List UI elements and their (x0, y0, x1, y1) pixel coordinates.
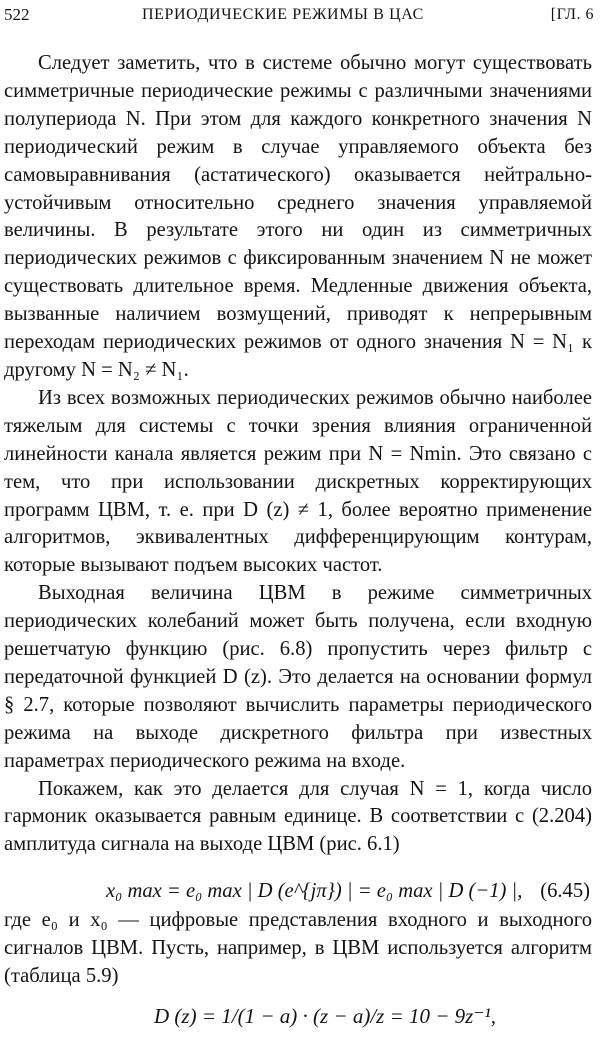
paragraph-2: Из всех возможных периодических режимов обычно наиболее тяжелым для системы с точки зрения влияния ограниченной линейности канала является режим при N = Nmin. Это связано с тем, что при использовании дискретных корректирующих программ ЦВМ, т. е. при D (z) ≠ 1, более вероятно применение алгоритмов, эквивалентных дифференцирующим контурам, которые вызывают подъем высоких частот. (4, 386, 592, 577)
paragraph-1: Следует заметить, что в системе обычно могут существовать симметричные периодические режимы с различными значениями полупериода N. При этом для каждого конкретного значения N периодический режим в случае управляемого объекта без самовыравнивания (астатического) оказывается нейтрально-устойчивым относительно среднего значения управляемой величины. В результате этого ни один из симметричных периодических режимов с фиксированным значением N не может существовать длительное время. Медленные движения объекта, вызванные наличием возмущений, приводят к непрерывным переходам периодических режимов от одного значения N = N₁ к другому N = N₂ ≠ N₁. (4, 52, 592, 381)
page-number: 522 (4, 5, 30, 24)
equation-6-45-expression: x₀ max = e₀ max | D (e^{jπ}) | = e₀ max | D (−1) |, (106, 880, 523, 903)
equation-algorithm-expression: D (z) = 1/(1 − a) · (z − a)/z = 10 − 9z⁻¹, (154, 1004, 496, 1028)
paragraph-4: Покажем, как это делается для случая N = 1, когда число гармоник оказывается равным единице. В соответствии с (2.204) амплитуда сигнала на выходе ЦВМ (рис. 6.1) (4, 777, 592, 856)
equation-algorithm (4, 991, 592, 1049)
chapter-label: [ГЛ. 6 (550, 6, 594, 23)
page-body (4, 50, 592, 1049)
paragraph-3: Выходная величина ЦВМ в режиме симметричных периодических колебаний может быть получена, если входную решетчатую функцию (рис. 6.8) пропустить через фильтр с передаточной функцией D (z). Это делается на основании формул § 2.7, которые позволяют вычислить параметры периодического режима на выходе дискретного фильтра при известных параметрах периодического режима на входе. (4, 582, 592, 772)
running-title: ПЕРИОДИЧЕСКИЕ РЕЖИМЫ В ЦАС (142, 6, 424, 23)
running-header (0, 0, 600, 30)
paragraph-5: где e₀ и x₀ — цифровые представления входного и выходного сигналов ЦВМ. Пусть, например, в ЦВМ используется алгоритм (таблица 5.9) (4, 909, 592, 988)
equation-number: (6.45) (540, 880, 590, 903)
equation-6-45 (4, 859, 592, 907)
